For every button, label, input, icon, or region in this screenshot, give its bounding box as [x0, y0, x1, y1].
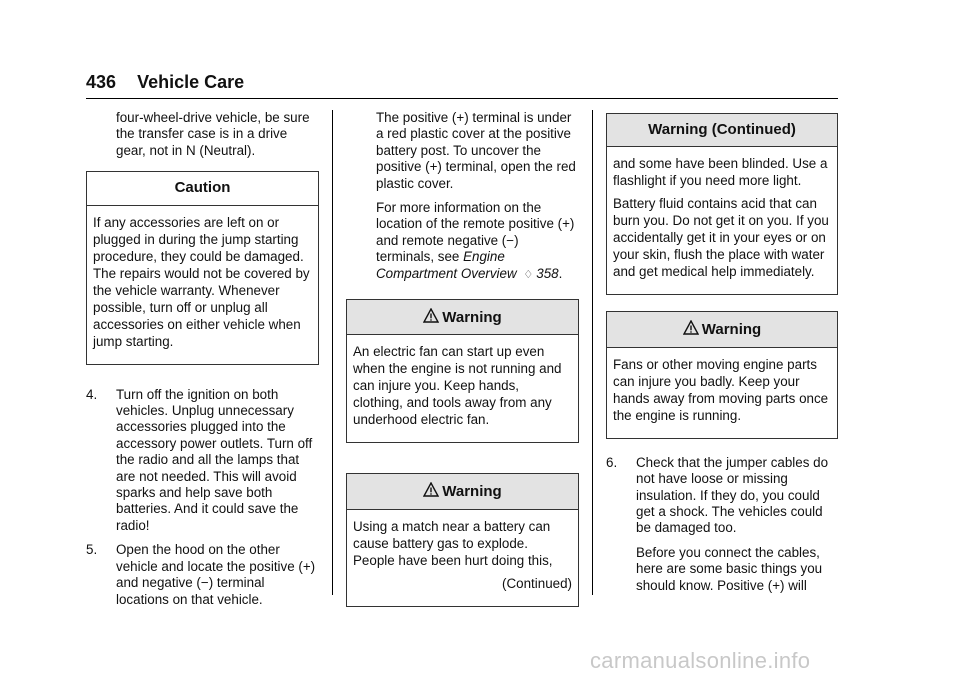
warning-box-continued [606, 113, 838, 295]
warning-title: Warning [442, 483, 502, 501]
warning-text-2: Battery fluid contains acid that can burn you. Do not get it on you. If you accidentally get it in your eyes or on your skin, flush the place with water and get medical help immediately. [613, 196, 829, 280]
column-1 [86, 110, 319, 616]
page-number: 436 [86, 72, 117, 92]
list-item-step-6 [606, 455, 838, 537]
step-text: Turn off the ignition on both vehicles. Unplug unnecessary accessories plugged into the accessory power outlets. Turn off the radio and all the lamps that are not needed. This will avoid sparks and help save both batteries. And it could save the radio! [116, 386, 313, 533]
step-text: Check that the jumper cables do not have loose or missing insulation. If they do, you could get a shock. The vehicles could be damaged too. [636, 454, 829, 536]
more-info-text: For more information on the location of the remote positive (+) and remote negative (−) terminals, see [376, 200, 575, 265]
intro-text: four-wheel-drive vehicle, be sure the transfer case is in a drive gear, not in N (Neutral). [116, 110, 310, 158]
warning-icon [423, 308, 439, 324]
step-number: 5. [86, 542, 98, 558]
terminal-paragraph: The positive (+) terminal is under a red plastic cover at the positive battery post. To uncover the positive (+) terminal, open the red plastic cover. [376, 110, 576, 191]
list-item-step-4 [86, 387, 319, 535]
column-divider [332, 110, 333, 595]
caution-title: Caution [87, 172, 318, 205]
column-2 [346, 110, 579, 607]
section-title: Vehicle Care [137, 72, 245, 92]
warning-icon [683, 320, 699, 336]
warning-text: Using a match near a battery can cause battery gas to explode. People have been hurt doing this, [353, 518, 553, 568]
warning-body [607, 147, 837, 294]
warning-body [347, 510, 578, 606]
warning-box-fan [346, 299, 579, 443]
step-number: 4. [86, 386, 98, 402]
watermark: carmanualsonline.info [590, 648, 811, 673]
caution-body [87, 206, 318, 364]
warning-body [607, 348, 837, 438]
header-rule [86, 98, 838, 99]
warning-box-moving-parts [606, 311, 838, 438]
step-number: 6. [606, 454, 618, 470]
warning-title: Warning [442, 309, 502, 327]
warning-box-match [346, 473, 579, 606]
warning-text: An electric fan can start up even when the engine is not running and can injure you. Keep hands, clothing, and tools away from any underhood electric fan. [353, 344, 562, 428]
warning-body [347, 335, 578, 442]
column-divider [592, 110, 593, 595]
page-reference[interactable]: 358 [536, 265, 559, 281]
continued-label: (Continued) [502, 575, 572, 591]
warning-header: Warning (Continued) [607, 114, 837, 147]
step-6-continuation: Before you connect the cables, here are some basic things you should know. Positive (+) will [636, 544, 823, 593]
caution-box [86, 171, 319, 364]
engine-compartment-link[interactable]: Engine Compartment Overview [376, 249, 517, 281]
list-item-step-5 [86, 542, 319, 608]
step-text: Open the hood on the other vehicle and locate the positive (+) and negative (−) terminal locations on that vehicle. [116, 542, 316, 607]
warning-header [347, 300, 578, 335]
warning-title: Warning [701, 321, 762, 339]
caution-text: If any accessories are left on or plugged in during the jump starting procedure, they could be damaged. The repairs would not be covered by the vehicle warranty. Whenever possible, turn off or unplug all accessories on either vehicle when jump starting. [93, 214, 310, 349]
warning-header [607, 312, 837, 347]
page-header [86, 72, 244, 93]
warning-text: Fans or other moving engine parts can injure you badly. Keep your hands away from moving parts once the engine is running. [613, 356, 829, 423]
more-info-paragraph: For more information on the location of the remote positive (+) and remote negative (−) terminals, see Engine Compartment Overview ♢ 358. [346, 200, 579, 283]
page-reference-icon: ♢ [523, 268, 534, 281]
warning-text-1: and some have been blinded. Use a flashlight if you need more light. [613, 156, 828, 189]
warning-icon [423, 482, 439, 498]
warning-header [347, 474, 578, 509]
column-3 [606, 113, 838, 602]
